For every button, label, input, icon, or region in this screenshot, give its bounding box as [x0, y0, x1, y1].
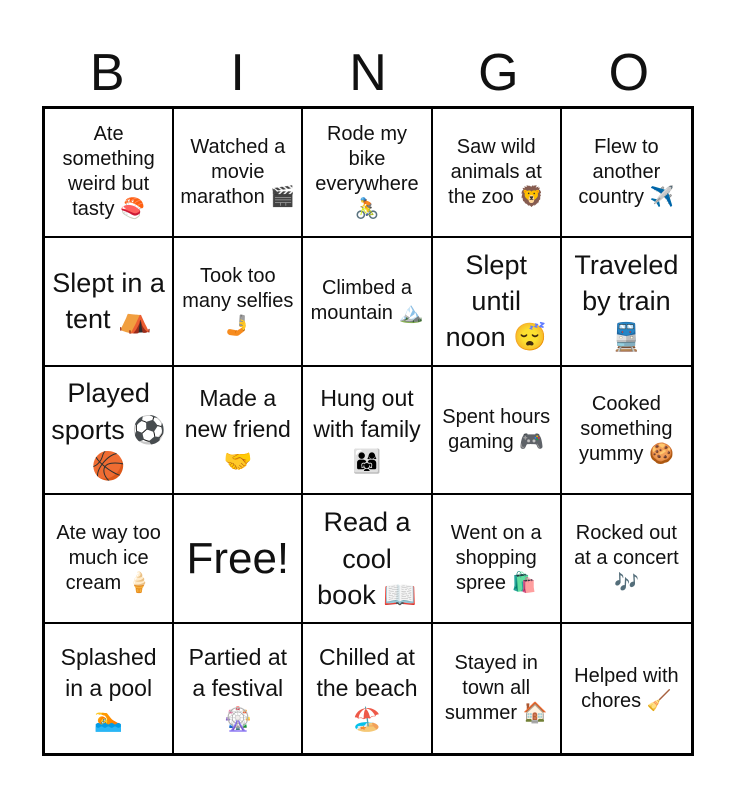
- bingo-cell-label: Ate something weird but tasty 🍣: [62, 123, 155, 221]
- bingo-cell[interactable]: [303, 109, 432, 238]
- bingo-cell[interactable]: [562, 495, 691, 624]
- bingo-cell-label: Traveled by train 🚆: [574, 249, 679, 353]
- bingo-cell[interactable]: [433, 367, 562, 496]
- free-space-label: Free!: [186, 533, 290, 583]
- bingo-cell[interactable]: [303, 238, 432, 367]
- bingo-cell[interactable]: [174, 238, 303, 367]
- header-letter-i: I: [230, 44, 245, 102]
- bingo-cell[interactable]: [45, 367, 174, 496]
- bingo-cell-label: Slept until noon 😴: [445, 249, 547, 353]
- bingo-cell[interactable]: [303, 624, 432, 753]
- bingo-cell[interactable]: [562, 109, 691, 238]
- bingo-cell-label: Stayed in town all summer 🏠: [444, 652, 548, 725]
- bingo-cell[interactable]: [174, 367, 303, 496]
- bingo-cell-label: Rocked out at a concert 🎶: [574, 522, 679, 595]
- bingo-cell[interactable]: [433, 238, 562, 367]
- bingo-board: [42, 106, 694, 756]
- bingo-cell-label: Played sports ⚽🏀: [51, 378, 166, 482]
- bingo-cell-label: Went on a shopping spree 🛍️: [450, 522, 542, 595]
- bingo-cell[interactable]: [45, 238, 174, 367]
- bingo-cell-label: Slept in a tent ⛺: [52, 267, 165, 335]
- bingo-cell-label: Climbed a mountain 🏔️: [310, 277, 424, 325]
- bingo-cell[interactable]: [433, 624, 562, 753]
- bingo-cell[interactable]: [303, 367, 432, 496]
- bingo-cell-label: Cooked something yummy 🍪: [578, 393, 674, 466]
- bingo-cell-label: Spent hours gaming 🎮: [442, 405, 551, 453]
- free-space-cell[interactable]: [174, 495, 303, 624]
- bingo-cell[interactable]: [562, 238, 691, 367]
- header-letter-b: B: [89, 44, 125, 102]
- bingo-cell-label: Flew to another country ✈️: [578, 135, 675, 208]
- bingo-cell-label: Rode my bike everywhere 🚴: [315, 123, 419, 221]
- bingo-cell[interactable]: [45, 495, 174, 624]
- bingo-cell-label: Chilled at the beach 🏖️: [316, 644, 418, 733]
- bingo-cell[interactable]: [45, 109, 174, 238]
- bingo-cell[interactable]: [174, 109, 303, 238]
- header-letter-n: N: [349, 44, 387, 102]
- bingo-cell-label: Ate way too much ice cream 🍦: [56, 522, 161, 595]
- header-letter-g: G: [478, 44, 519, 102]
- bingo-cell[interactable]: [433, 109, 562, 238]
- bingo-cell[interactable]: [174, 624, 303, 753]
- bingo-cell[interactable]: [433, 495, 562, 624]
- bingo-cell[interactable]: [303, 495, 432, 624]
- bingo-cell-label: Helped with chores 🧹: [574, 664, 679, 712]
- bingo-cell[interactable]: [45, 624, 174, 753]
- bingo-cell-label: Splashed in a pool 🏊: [60, 644, 157, 733]
- bingo-cell-label: Took too many selfies 🤳: [182, 264, 294, 337]
- bingo-cell-label: Read a cool book 📖: [317, 507, 417, 610]
- bingo-cell-label: Saw wild animals at the zoo 🦁: [448, 135, 545, 208]
- bingo-header: [42, 44, 694, 102]
- bingo-cell-label: Watched a movie marathon 🎬: [180, 135, 296, 208]
- bingo-cell[interactable]: [562, 624, 691, 753]
- bingo-cell-label: Made a new friend 🤝: [184, 385, 291, 474]
- header-letter-o: O: [608, 44, 650, 102]
- bingo-cell[interactable]: [562, 367, 691, 496]
- bingo-cell-label: Partied at a festival 🎡: [188, 644, 288, 733]
- bingo-cell-label: Hung out with family 👨‍👩‍👧: [313, 385, 421, 474]
